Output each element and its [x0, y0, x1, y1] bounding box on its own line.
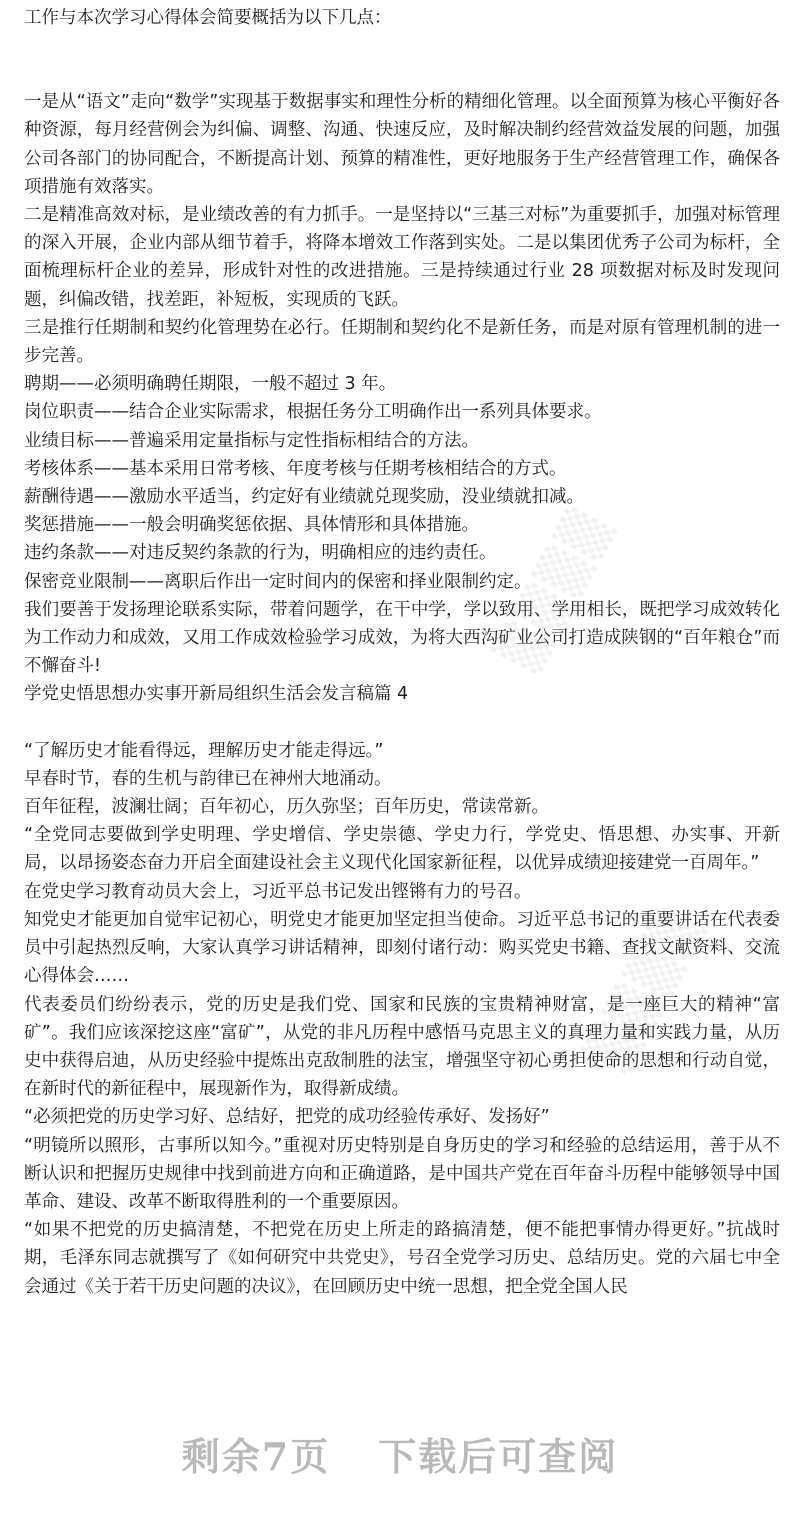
paragraph: 岗位职责——结合企业实际需求，根据任务分工明确作出一系列具体要求。: [24, 402, 602, 423]
paragraph: “全党同志要做到学史明理、学史增信、学史崇德、学史力行，学党史、悟思想、办实事、开新局，以昂扬姿态奋力开启全面建设社会主义现代化国家新征程，以优异成绩迎接建党一百周年。”: [24, 825, 780, 874]
remaining-pages-label: 剩余7页: [181, 1433, 331, 1479]
paragraph: 考核体系——基本采用日常考核、年度考核与任期考核相结合的方式。: [24, 458, 567, 479]
paragraph: 在党史学习教育动员大会上，习近平总书记发出铿锵有力的号召。: [24, 881, 532, 902]
blank-gap: [24, 32, 780, 88]
paragraph: 业绩目标——普遍采用定量指标与定性指标相结合的方法。: [24, 430, 479, 451]
watermark-logo: ▒▒▒▒: [580, 899, 711, 1077]
paragraph: “如果不把党的历史搞清楚，不把党在历史上所走的路搞清楚，便不能把事情办得更好。”抗战时期，毛泽东同志就撰写了《如何研究中共党史》，号召全党学习历史、总结历史。党的六届七中全会通过《关于若干历史问题的决议》，在回顾历史中统一思想，把全党全国人民: [24, 1220, 780, 1297]
paragraph: 保密竞业限制——离职后作出一定时间内的保密和择业限制约定。: [24, 571, 532, 592]
paragraph: 早春时节，春的生机与韵律已在神州大地涌动。: [24, 768, 392, 789]
paragraph: 违约条款——对违反契约条款的行为，明确相应的违约责任。: [24, 543, 497, 564]
section-intro: [24, 4, 780, 32]
paragraph: 一是从“语文”走向“数学”实现基于数据事实和理性分析的精细化管理。以全面预算为核心平衡好各种资源，每月经营例会为纠偏、调整、沟通、快速反应，及时解决制约经营效益发展的问题，加强公司各部门的协同配合，不断提高计划、预算的精准性，更好地服务于生产经营管理工作，确保各项措施有效落实。: [24, 92, 780, 197]
paragraph: 奖惩措施——一般会明确奖惩依据、具体情形和具体措施。: [24, 515, 479, 536]
section-party-history: [24, 737, 780, 1301]
paragraph: 聘期——必须明确聘任期限，一般不超过 3 年。: [24, 374, 397, 395]
watermark-logo: ▒▒▒▒: [490, 499, 621, 677]
paragraph: “必须把党的历史学习好、总结好，把党的成功经验传承好、发扬好”: [24, 1107, 550, 1128]
paragraph: “了解历史才能看得远，理解历史才能走得远。”: [24, 740, 384, 761]
paragraph: 三是推行任期制和契约化管理势在必行。任期制和契约化不是新任务，而是对原有管理机制的进一步完善。: [24, 317, 780, 367]
paragraph: 我们要善于发扬理论联系实际，带着问题学，在干中学，学以致用、学用相长，既把学习成效转化为工作动力和成效，又用工作成效检验学习成效，为将大西沟矿业公司打造成陕钢的“百年粮仓”而不懈奋斗!: [24, 599, 780, 677]
download-to-view-label: 下载后可查阅: [378, 1433, 619, 1479]
section-heading: 学党史悟思想办实事开新局组织生活会发言稿篇 4: [24, 684, 409, 705]
paragraph: “明镜所以照形，古事所以知今。”重视对历史特别是自身历史的学习和经验的总结运用，善于从不断认识和把握历史规律中找到前进方向和正确道路，是中国共产党在百年奋斗历程中能够领导中国革命、建设、改革不断取得胜利的一个重要原因。: [24, 1135, 780, 1212]
document-body: [24, 4, 780, 1301]
paragraph: 知党史才能更加自觉牢记初心，明党史才能更加坚定担当使命。习近平总书记的重要讲话在代表委员中引起热烈反响，大家认真学习讲话精神，即刻付诸行动：购买党史书籍、查找文献资料、交流心得体会……: [24, 909, 780, 987]
section-management: [24, 88, 780, 708]
paragraph: 代表委员们纷纷表示，党的历史是我们党、国家和民族的宝贵精神财富，是一座巨大的精神“富矿”。我们应该深挖这座“富矿”，从党的非凡历程中感悟马克思主义的真理力量和实践力量，从历史中获得启迪，从历史经验中提炼出克敌制胜的法宝，增强坚守初心勇担使命的思想和行动自觉，在新时代的新征程中，展现新作为，取得新成绩。: [24, 994, 780, 1100]
paragraph: 工作与本次学习心得体会简要概括为以下几点：: [24, 8, 392, 28]
cropped-top-line: [0, 0, 800, 1]
download-prompt-banner[interactable]: [0, 1418, 800, 1488]
paragraph: 百年征程，波澜壮阔；百年初心，历久弥坚；百年历史，常读常新。: [24, 797, 549, 818]
paragraph: 薪酬待遇——激励水平适当，约定好有业绩就兑现奖励，没业绩就扣减。: [24, 487, 584, 508]
blank-gap: [24, 709, 780, 737]
paragraph: 二是精准高效对标，是业绩改善的有力抓手。一是坚持以“三基三对标”为重要抓手，加强对标管理的深入开展，企业内部从细节着手，将降本增效工作落到实处。二是以集团优秀子公司为标杆，全面梳理标杆企业的差异，形成针对性的改进措施。三是持续通过行业 28 项数据对标及时发现问题，纠偏改错，找差距，补短板，实现质的飞跃。: [24, 205, 780, 310]
